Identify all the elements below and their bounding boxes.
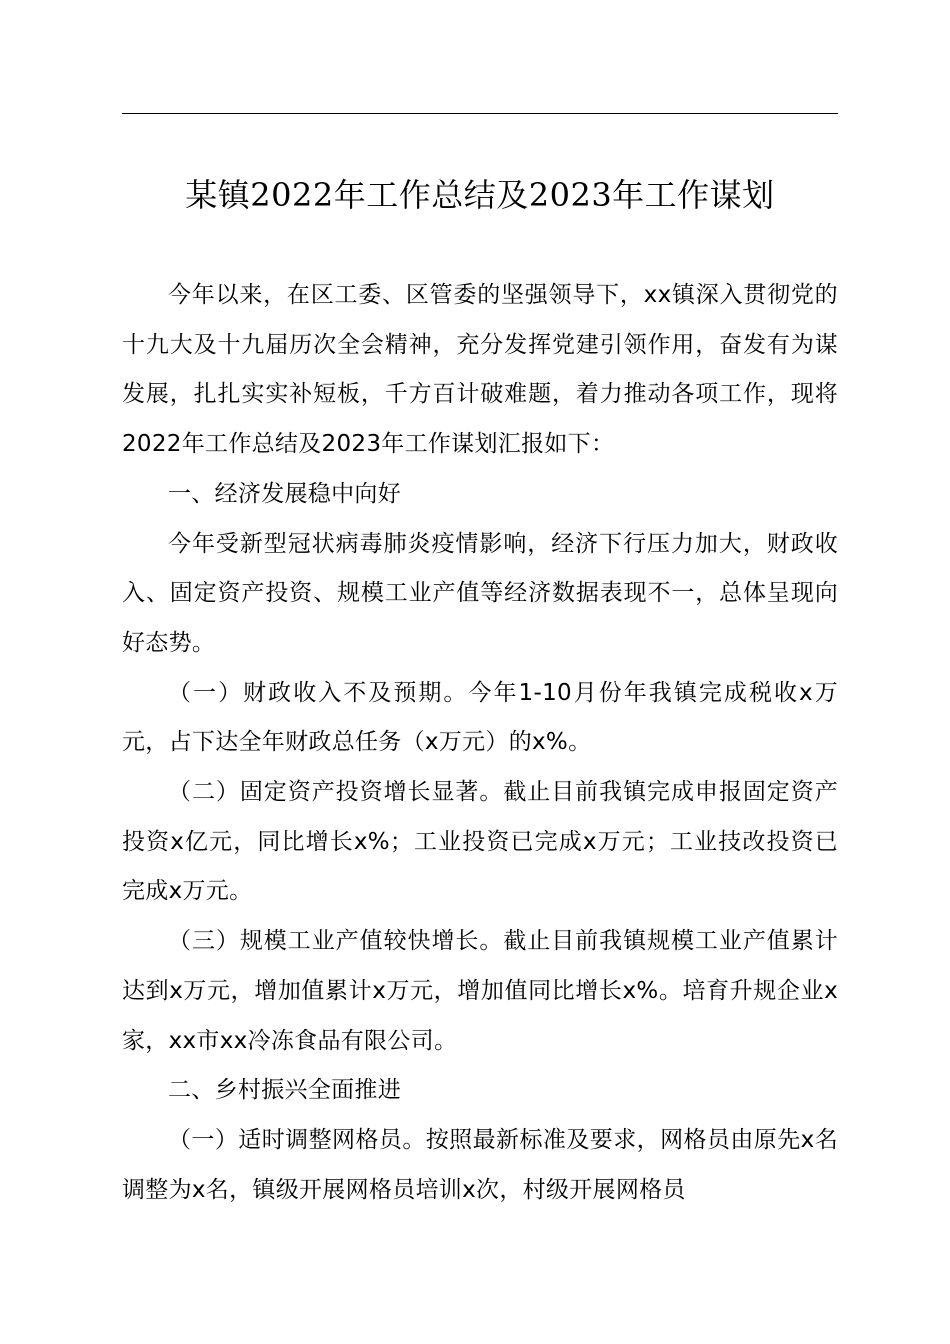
- section-heading-rural-revitalization: 二、乡村振兴全面推进: [168, 1077, 401, 1104]
- document-title: 某镇2022年工作总结及2023年工作谋划: [185, 176, 775, 214]
- paragraph-industrial-output: （三）规模工业产值较快增长。截止目前我镇规模工业产值累计达到x万元，增加值累计x万元，增加值同比增长x%。培育升规企业x家，xx市xx冷冻食品有限公司。: [122, 928, 838, 1054]
- header-rule: [122, 113, 838, 114]
- paragraph-grid-staff: （一）适时调整网格员。按照最新标准及要求，网格员由原先x名调整为x名，镇级开展网格员培训x次，村级开展网格员: [122, 1126, 838, 1203]
- section-heading-economy: 一、经济发展稳中向好: [168, 480, 401, 507]
- paragraph-economy-overview: 今年受新型冠状病毒肺炎疫情影响，经济下行压力加大，财政收入、固定资产投资、规模工业产值等经济数据表现不一，总体呈现向好态势。: [122, 530, 838, 656]
- paragraph-intro: 今年以来，在区工委、区管委的坚强领导下，xx镇深入贯彻党的十九大及十九届历次全会精神，充分发挥党建引领作用，奋发有为谋发展，扎扎实实补短板，千方百计破难题，着力推动各项工作，现将2022年工作总结及2023年工作谋划汇报如下：: [122, 282, 838, 458]
- paragraph-fiscal-revenue: （一）财政收入不及预期。今年1-10月份年我镇完成税收x万元，占下达全年财政总任务（x万元）的x%。: [122, 679, 838, 756]
- document-body: [122, 271, 838, 1215]
- paragraph-fixed-asset-investment: （二）固定资产投资增长显著。截止目前我镇完成申报固定资产投资x亿元，同比增长x%；工业投资已完成x万元；工业技改投资已完成x万元。: [122, 779, 838, 905]
